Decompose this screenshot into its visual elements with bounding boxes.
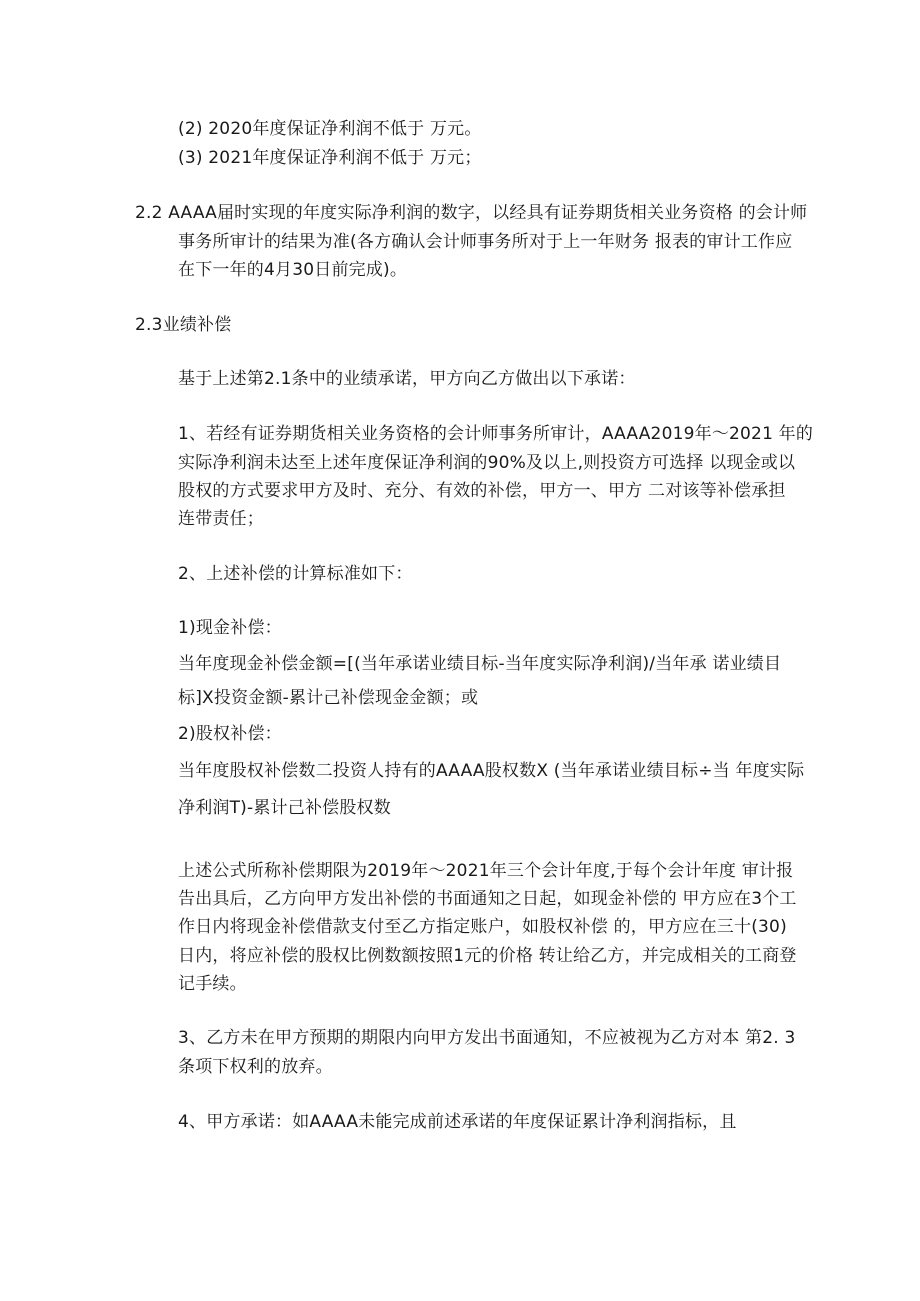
section-2-3-heading: 2.3业绩补偿 xyxy=(135,315,232,335)
paragraph-3-line-1: 3、乙方未在甲方预期的期限内向甲方发出书面通知，不应被视为乙方对本 第2. 3 xyxy=(178,1028,796,1048)
paragraph-1-line-3: 股权的方式要求甲方及时、充分、有效的补偿，甲方一、甲方 二对该等补偿承担 xyxy=(178,481,786,501)
paragraph-1-line-1: 1、若经有证券期货相关业务资格的会计师事务所审计，AAAA2019年～2021 年的 xyxy=(178,424,814,444)
paragraph-3-line-2: 条项下权利的放弃。 xyxy=(178,1057,333,1077)
period-paragraph-line-2: 告出具后，乙方向甲方发出补偿的书面通知之日起，如现金补偿的 甲方应在3个工 xyxy=(178,889,797,909)
paragraph-4: 4、甲方承诺：如AAAA未能完成前述承诺的年度保证累计净利润指标，且 xyxy=(178,1112,737,1132)
paragraph-2: 2、上述补偿的计算标准如下： xyxy=(178,564,413,584)
clause-item-3: (3) 2021年度保证净利润不低于 万元； xyxy=(178,148,482,168)
clause-item-2: (2) 2020年度保证净利润不低于 万元。 xyxy=(178,119,482,139)
paragraph-1-line-2: 实际净利润未达至上述年度保证净利润的90%及以上,则投资方可选择 以现金或以 xyxy=(178,453,796,473)
equity-formula-line-1: 当年度股权补偿数二投资人持有的AAAA股权数X (当年承诺业绩目标÷当 年度实际 xyxy=(178,761,805,781)
cash-compensation-title: 1)现金补偿： xyxy=(178,618,282,638)
section-2-2-line-3: 在下一年的4月30日前完成)。 xyxy=(178,260,408,280)
section-2-2-line-2: 事务所审计的结果为准(各方确认会计师事务所对于上一年财务 报表的审计工作应 xyxy=(178,232,793,252)
cash-formula-line-1: 当年度现金补偿金额=[(当年承诺业绩目标-当年度实际净利润)/当年承 诺业绩目 xyxy=(178,654,782,674)
cash-formula-line-2: 标]X投资金额-累计己补偿现金金额；或 xyxy=(178,688,479,708)
period-paragraph-line-4: 日内，将应补偿的股权比例数额按照1元的价格 转让给乙方，并完成相关的工商登 xyxy=(178,946,797,966)
period-paragraph-line-3: 作日内将现金补偿借款支付至乙方指定账户，如股权补偿 的，甲方应在三十(30) xyxy=(178,917,787,937)
intro-paragraph: 基于上述第2.1条中的业绩承诺，甲方向乙方做出以下承诺： xyxy=(178,369,636,389)
period-paragraph-line-1: 上述公式所称补偿期限为2019年～2021年三个会计年度,于每个会计年度 审计报 xyxy=(178,861,794,881)
paragraph-1-line-4: 连带责任； xyxy=(178,509,264,529)
section-2-2-line-1: 2.2 AAAA届时实现的年度实际净利润的数字，以经具有证券期货相关业务资格 的会计师 xyxy=(135,203,808,223)
equity-formula-line-2: 净利润T)-累计己补偿股权数 xyxy=(178,798,391,818)
period-paragraph-line-5: 记手续。 xyxy=(178,974,247,994)
equity-compensation-title: 2)股权补偿： xyxy=(178,724,282,744)
